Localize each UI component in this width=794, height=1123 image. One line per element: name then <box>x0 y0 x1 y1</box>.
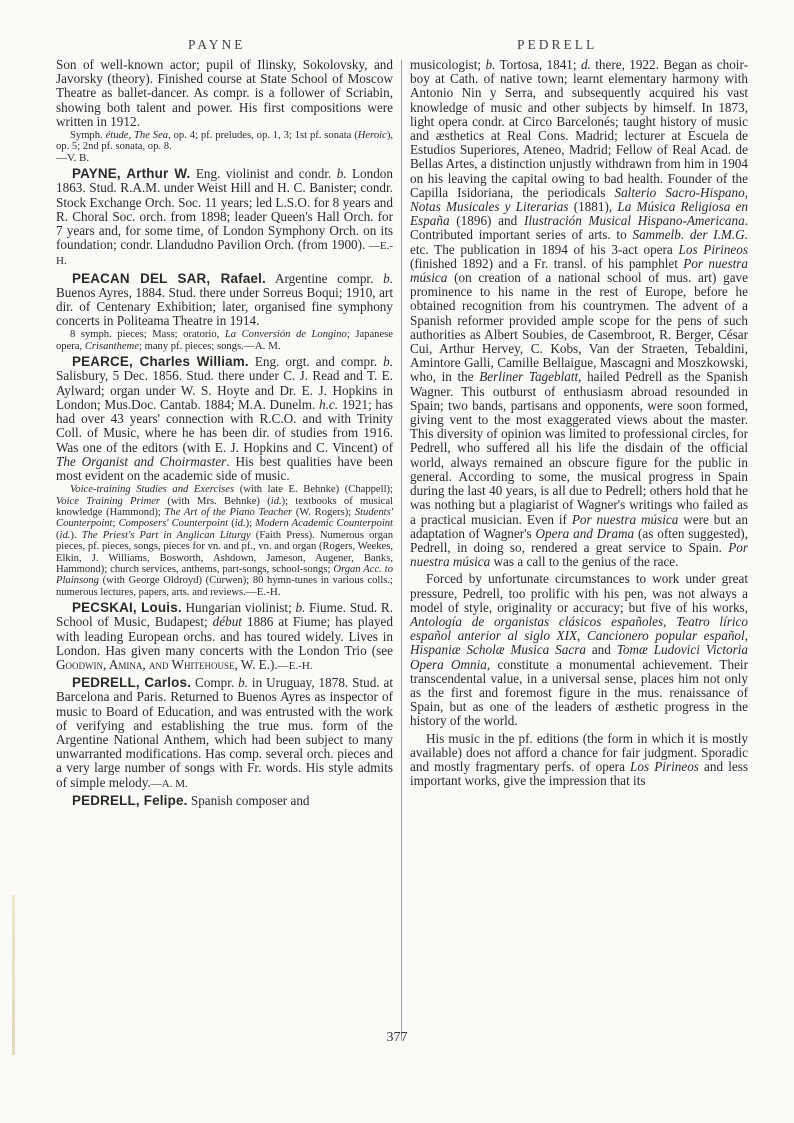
italic-title: Los Pirineos <box>630 758 699 774</box>
text-run: and <box>585 642 617 658</box>
italic-title: The Priest's Part in Anglican Liturgy <box>81 529 251 541</box>
running-head-right: PEDRELL <box>517 37 598 52</box>
cross-reference: Goodwin, Amina, and Whitehouse, W. E. <box>56 656 271 672</box>
signature: —E.-H. <box>56 240 393 268</box>
running-head-left: PAYNE <box>188 37 246 52</box>
text-run: (1896) and <box>449 213 524 229</box>
paragraph-music-editions <box>410 732 748 789</box>
italic-title: Modern Academic Counterpoint <box>255 518 394 530</box>
text-run: , constitute a monumental achievement. Their transcendental value, in a universal sense, places him not only as the first and foremost figure in the mus. renaissance of Spain, but as one of the leaders of æsthetic progress in the history of the world. <box>410 656 748 729</box>
italic-title: Hispaniæ Scholæ Musica Sacra <box>410 642 586 658</box>
signature: —E.-H. <box>245 585 281 598</box>
entry-pedrell-felipe: PEDRELL, Felipe. Spanish composer and <box>72 792 310 808</box>
italic-title: Cancionero popular español <box>586 628 745 644</box>
italic-title: Students' Counterpoint <box>56 506 393 530</box>
italic-title: Salterio Sacro-Hispano, Notas Musicales y Literarias <box>410 184 748 215</box>
italic-title: b. <box>485 57 496 72</box>
works-list-pearce <box>56 484 393 598</box>
text-run: , <box>663 613 677 629</box>
italic-title: d. <box>580 57 591 72</box>
italic-title: Sammelb. der I.M.G. <box>632 227 749 243</box>
text-run: , <box>744 628 748 644</box>
entry-pecskai: PECSKAI, Louis. Hungarian violinist; b. Fiume. Stud. R. School of Music, Budapest; début 1886 at Fiume; has played with leading European orchs. and has toured widely. Lives in London. Has given many concerts with the London Trio (see Goodwin, Amina, and Whitehouse, W. E.).—E.-H. <box>56 600 393 672</box>
text-run: (as often suggested), Pedrell, in doing so, rendered a great service to Spain. <box>410 525 748 555</box>
italic-title: Por nuestra música <box>410 539 748 570</box>
entry-payne-arthur: PAYNE, Arthur W. Eng. violinist and condr. b. London 1863. Stud. R.A.M. under Weist Hill and H. C. Banister; condr. Stock Exchange Orch. Soc. 11 years; led L.S.O. for 8 years and R. Choral Soc. orch. from 1898; leader Queen's Hall Orch. for 7 years and, for some time, of London Symphony Orch. on its foundation; condr. Llandudno Pavilion Orch. (from 1900). —E.-H. <box>56 166 393 268</box>
page-number: 377 <box>386 1030 408 1045</box>
italic-title: Por nuestra música <box>571 511 679 527</box>
headword: PEARCE, Charles William. <box>72 354 249 370</box>
text-run: (with late E. Behnke) (Chappell); <box>234 484 393 496</box>
italic-title: Ilustración Musical Hispano-Americana <box>523 213 745 229</box>
text-run: (with Mrs. Behnke) ( <box>160 495 271 507</box>
italic-title: Antología de organistas clásicos españoles <box>410 613 664 629</box>
text-run: ); <box>245 518 256 530</box>
italic-title: Los Pirineos <box>678 241 748 257</box>
works-list-peacan: 8 symph. pieces; Mass; oratorio, La Conversión de Longino; Japanese opera, Crisantheme; many pf. pieces; songs.—A. M. <box>56 329 393 352</box>
signature: —A. M. <box>243 339 281 352</box>
signature: —A. M. <box>150 777 188 790</box>
headword: PEDRELL, Felipe. <box>72 792 188 808</box>
entry-pearce: PEARCE, Charles William. Eng. orgt. and compr. b. Salisbury, 5 Dec. 1856. Stud. there under C. J. Read and T. E. Aylward; organ under W. S. Hoyte and Dr. E. J. Hopkins in London; Mus.Doc. Cantab. 1884; M.A. Dunelm. h.c. 1921; has had over 43 years' connection with R.C.O. and with Trinity Coll. of Music, where he has been dir. of studies from 1916. Was one of the editors (with E. J. Hopkins and C. Vincent) of The Organist and Choirmaster. His best qualities have been most evident on the academic side of music. <box>56 354 393 483</box>
italic-title: Tomæ Ludovici Victoria Opera Omnia <box>410 642 748 672</box>
text-run: Forced by unfortunate circumstances to work under great pressure, Pedrell, too prolific with his pen, was not always a model of style, originality or accuracy; but five of his works, <box>410 571 748 615</box>
text-run: ); textbooks of musical knowledge (Hammond); <box>56 495 393 518</box>
text-run: (W. Rogers); <box>292 506 355 518</box>
text-run: (1881), <box>568 199 618 215</box>
paragraph-works-assessment <box>410 572 748 728</box>
text-run: were but an adaptation of Wagner's <box>410 511 748 541</box>
text-run: , hailed Pedrell as the Spanish Wagner. This outburst of enthusiasm abroad resounded in Spain; two bands, partisans and opponents, were soon formed, giving vent to the most exaggerated views about the master. This diversity of opinion was limited to professional circles, for Pedrell, who suffered all his life the disdain of the official world, always remained an obscure figure for the public in general. According to some, the musical progress in Spain during the last 40 years, is all due to Pedrell; others hold that he was nothing but a plagiarist of Wagner's writings who failed as a practical musician. Even if <box>410 369 749 527</box>
headword: PEACAN DEL SAR, Rafael. <box>72 270 266 286</box>
entry-pedrell-carlos: PEDRELL, Carlos. Compr. b. in Uruguay, 1878. Stud. at Barcelona and Paris. Returned to Buenos Ayres as inspector of music to Board of Education, and was entrusted with the work of verifying and establishing the true mus. form of the Argentine National Anthem, which had been subject to many unwarranted modifications. Has comp. several orch. pieces and a very large number of songs with Fr. words. His style admits of simple melody.—A. M. <box>56 675 394 790</box>
text-run: and less important works, give the impression that its <box>410 758 748 789</box>
entry-peacan-del-sar: PEACAN DEL SAR, Rafael. Argentine compr. b. Buenos Ayres, 1884. Stud. there under Sorreus Boqui; 1910, art dir. of Centenary Exhibition; later, organised fine symphony concerts in Politeama Theatre in 1914. <box>56 270 393 329</box>
italic-title: Teatro lírico español anterior al siglo XIX <box>410 613 748 644</box>
text-run: etc. The publication in 1894 of his 3-act opera <box>410 241 679 257</box>
text-run: ). <box>70 529 82 541</box>
entry-payne-continued: Son of well-known actor; pupil of Ilinsky, Sokolovsky, and Javorsky (theory). Finished course at State School of Moscow Theatre as ballet-dancer. As compr. is a follower of Scriabin, showing both talent and power. His first compositions were written in 1912. <box>56 57 393 129</box>
italic-title: Voice Training Primer <box>56 495 161 507</box>
text-run: (with George Oldroyd) (Curwen); 80 hymn-tunes in various colls.; numerous lectures, papers, arts. and reviews. <box>56 575 393 598</box>
column-divider <box>401 60 402 1040</box>
italic-title: Organ Acc. to Plainsong <box>56 563 393 587</box>
page-edge-mark <box>12 895 15 1055</box>
italic-title: id. <box>270 495 282 507</box>
text-run: His music in the pf. editions (the form in which it is mostly available) does not afford a chance for fair judgment. Sporadic and mostly fragmentary perfs. of opera <box>410 730 748 774</box>
headword: PEDRELL, Carlos. <box>72 675 192 691</box>
italic-title: The Art of the Piano Teacher <box>164 506 293 518</box>
text-run: ( <box>228 518 235 530</box>
signature: —V. B. <box>56 151 90 164</box>
text-run: ; <box>112 518 119 530</box>
text-run: there, 1922. Began as choir-boy at Cath. of native town; learnt elementary harmony with Antonio Nin y Serra, and subsequently acquired his vast knowledge of music and other subjects by himself. In 1873, light opera condr. at Circo Barcelonés; taught history of music and æsthetics at Real Cons. Madrid; lecturer at Escuela de Estudios Superiores, Ateneo, Madrid; Fellow of Real Acad. de Bellas Artes, a distinction unjustly withdrawn from him in 1904 on his leaving the capital owing to bad health. Founder of the Capilla Isidoriana, the periodicals <box>410 57 748 200</box>
text-run: Tortosa, 1841; <box>495 57 581 72</box>
text-run: musicologist; <box>410 57 486 72</box>
italic-title: La Música Religiosa en España <box>410 199 748 229</box>
signature: —E.-H. <box>277 659 313 672</box>
headword: PAYNE, Arthur W. <box>72 166 191 182</box>
left-column <box>56 58 393 808</box>
italic-title: Composers' Counterpoint <box>118 518 229 530</box>
text-run: was a call to the genius of the race. <box>490 554 679 570</box>
italic-title: id. <box>59 529 71 541</box>
text-run: , <box>577 628 587 644</box>
text-run: (finished 1892) and a Fr. transl. of his pamphlet <box>410 255 684 271</box>
text-run: ( <box>56 529 60 541</box>
entry-pedrell-felipe-continued <box>410 58 748 569</box>
italic-title: Berliner Tageblatt <box>479 369 579 385</box>
right-column <box>410 58 748 788</box>
works-list-payne: Symph. étude, The Sea, op. 4; pf. preludes, op. 1, 3; 1st pf. sonata (Heroic), op. 5; 2nd pf. sonata, op. 8. —V. B. <box>56 130 393 164</box>
text-run: . Contributed important series of arts. to <box>410 213 748 243</box>
italic-title: Opera and Drama <box>535 525 635 541</box>
text-run: (on creation of a national school of mus. art) gave prominence to his name in the rest of Europe, before he obtained recognition from his countrymen. The advent of a Spanish reformer provided ample scope for the pens of such authorities as Albert Soubies, de Casembroot, R. Berger, César Cui, Arthur Hervey, C. Kobs, Van der Straeten, Tebaldini, Amintore Galli, Camille Bellaigue, Mascagni and Moszkowski, who, in the <box>410 270 748 385</box>
headword: PECSKAI, Louis. <box>72 600 182 616</box>
italic-title: Por nuestra música <box>410 255 748 286</box>
italic-title: Voice-training Studies and Exercises <box>70 484 235 496</box>
italic-title: id. <box>234 518 246 530</box>
text-run: (Faith Press). Numerous organ pieces, pf. pieces, songs, pieces for vn. and pf., vn. and organ (Rogers, Weekes, Elkin, J. Williams, Bosworth, Ashdown, Jameson, Augener, Banks, Hammond); church services, anthems, part-songs, school-songs; <box>56 529 393 575</box>
